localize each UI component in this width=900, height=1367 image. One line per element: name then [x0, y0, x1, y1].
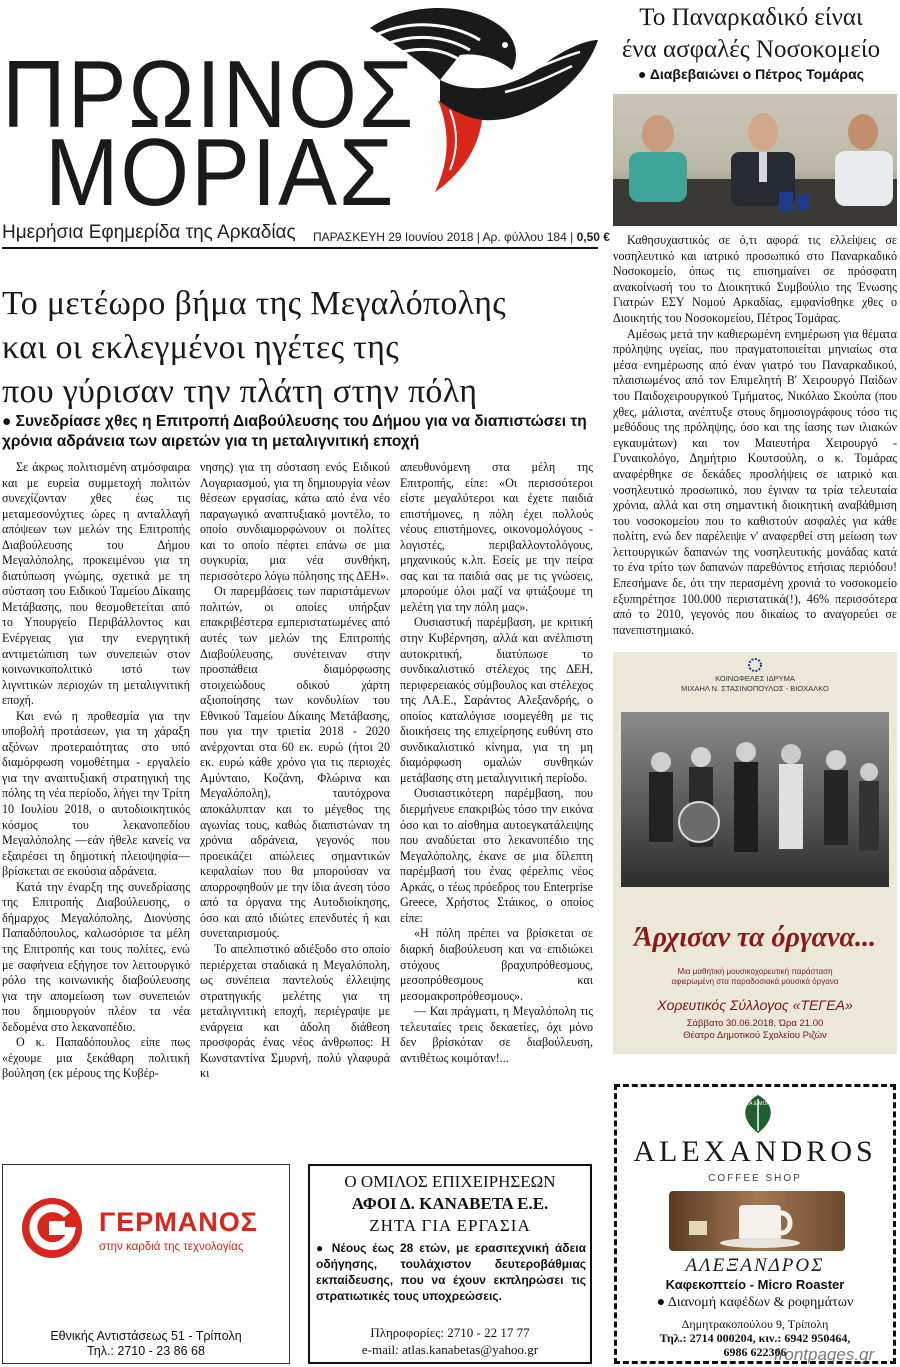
main-story-subhead: ● Συνεδρίασε χθες η Επιτροπή Διαβούλευσης του Δήμου για να διαπιστώσει τη χρόνια αδράνεια των αιρετών για τη μεταλιγνιτική εποχή: [2, 413, 587, 450]
masthead: [0, 0, 610, 250]
kanaveta-hiring: ΖΗΤΑ ΓΙΑ ΕΡΓΑΣΙΑ: [369, 1216, 531, 1235]
photo-people-icon: [613, 94, 897, 226]
kanaveta-job-ad: [308, 1164, 592, 1364]
alexandros-distribution: ● Διανομή καφέδων & ροφημάτων: [656, 1295, 854, 1310]
coffee-cup-image: [669, 1191, 845, 1251]
issue-number: Αρ. φύλλου 184: [482, 230, 567, 244]
coffee-cup-icon: [669, 1191, 845, 1251]
article-paragraph: Ουσιαστική παρέμβαση, με κριτική στην Κυβέρνηση, αλλά και ανέλπιστη αυτοκριτική, διατύπωσε το συνδικαλιστικό στέλεχος της ΔΕΗ, περιφερειακός σύμβουλος και στέλεχος της ΛΑ.Ε., Σαράντος Αλεξανδρής, ο οποίος καταλόγισε ισομεγέθη με τις διοικήσεις της επιχείρησης ευθύνη στο συνδικαλιστικό κίνημα, για τη μη διαμόρφωση ομαλών συνθηκών μετάβασης στη μεταλιγνιτική περίοδο.: [400, 615, 593, 785]
germanos-address: Εθνικής Αντιστάσεως 51 - Τρίπολη Τηλ.: 2710 - 23 86 68: [50, 1329, 242, 1358]
musicians-photo: [621, 712, 889, 887]
article-paragraph: Και ενώ η προθεσμία για την υποβολή προτάσεων, για τη χάραξη αξόνων προτεραιότητας στο υπό διαμόρφωση νομοθέτημα - εργαλείο για την αναπτυξιακή στρατηγική της πόλης τη νέα περίοδο, λήγει την Τρίτη 10 Ιουλίου 2018, ο αυτοδιοικητικός κόσμος του λεκανοπεδίου Μεγαλόπολης —εάν ήθελε κανείς να εξαιρέσει τη δημοτική πλειοψηφία— βρίσκεται σε εκούσια αδράνεια.: [2, 708, 190, 879]
poster-organizer: Χορευτικός Σύλλογος «ΤΕΓΕΑ»: [657, 997, 853, 1013]
poster-title: Άρχισαν τα όργανα...: [633, 922, 877, 953]
right-story-headline: Το Παναρκαδικό είναι ένα ασφαλές Νοσοκομείο: [621, 4, 881, 63]
alexandros-brand: ALEXANDROS: [633, 1135, 877, 1168]
issue-price: 0,50 €: [576, 230, 610, 244]
right-story-paragraph: Αμέσως μετά την καθιερωμένη ενημέρωση για θέματα πρόληψης υγείας, που πραγματοποιείται μηνιαίως στα μέσα ενημέρωσης από έναν γιατρό του Παναρκαδικού, πλαισιωμένος από τον Επιμελητή Β' Χειρουργό Παίδων του Παιδοχειρουργικού Τμήματος, Νικόλαο Σκούπα (που χθες, μάλιστα, ανέπτυξε στους δημοσιογράφους τόσο τις μεθόδους της πρόληψης, όσο και της ίασης των ιλιακών εγκαυμάτων) και τον Μαιευτήρα Χειρουργό - Γυναικολόγο, Δημήτριο Κουτσούλη, ο κ. Τομάρας αναφέρθηκε σε δεκάδες προσλήψεις σε ιατρικό και νοσηλευτικό προσωπικό, που έγιναν τα τρία τελευταία χρόνια, αλλά και στη σημαντική διοικητική αναβάθμιση του νοσοκομείου που το καθιστούν ασφαλές για κάθε πολίτη, ενώ δεν παρέλειψε ν' αναφερθεί στη μείωση των λειτουργικών δαπανών της νοσηλευτικής μονάδας κατά το ένα τρίτο των δαπανών παρεθόντος ετήσιας περιόδου! Επεσήμανε δε, ότι την περασμένη χρονιά το νοσοκομείο εξυπηρέτησε 100.000 περιστατικά(!), 46% περισσότερα από το 2010, γεγονός που δικαίως το αναγορεύει σε πανεπιστημιακό.: [613, 326, 897, 637]
masthead-tagline: Ημερήσια Εφημερίδα της Αρκαδίας: [2, 222, 296, 243]
dove-logo-icon: [300, 0, 600, 195]
article-paragraph: Σε άκρως πολιτισμένη ατμόσφαιρα και με ευρεία συμμετοχή πολιτών συνεχίζονταν χθες έως τις μεταμεσονύχτιες ώρες η ανταλλαγή απόψεων των μελών της Επιτροπής Διαβούλευσης του Δήμου Μεγαλόπολης, προκειμένου για τη διατύπωση γνώμης, σχετικά με τη σύσταση του Ειδικού Ταμείου Δίκαιης Μετάβασης, που θεσμοθετείται από το Υπουργείο Περιβάλλοντος και Ενέργειας για την ενεργητική αντιμετώπιση των συνεπειών στον κοινωνικοπολιτικό ιστό των λιγνιτικών περιοχών τη μεταλιγνιτική εποχή.: [2, 460, 190, 708]
leaf-badge: TEA & MORE: [742, 1101, 774, 1107]
germanos-slogan: στην καρδιά της τεχνολογίας: [99, 1241, 244, 1253]
main-story-column-2: [200, 460, 390, 1082]
article-paragraph: «Η πόλη πρέπει να βρίσκεται σε διαρκή διαβούλευση και να επιδιώκει στόχους βραχυπρόθεσμους, μεσοπρόθεσμους και μεσομακροπρόθεσμους».: [400, 926, 593, 1003]
alexandros-subtitle: Καφεκοπτείο - Micro Roaster: [665, 1277, 845, 1292]
poster-description: Μια μαθητική μουσικοχορευτική παράσταση αφιερωμένη στα παραδοσιακά μουσικά όργανα: [671, 967, 839, 986]
watermark: frontpages.gr: [774, 1345, 875, 1364]
logo-line2: ΜΟΡΙΑΣ: [45, 119, 396, 226]
article-paragraph: Ουσιαστικότερη παρέμβαση, που διερμήνευε επακριβώς τόσο την εικόνα όσο και το αίσθημα αυτοεγκατάλειψης που αναδύεται στο λεκανοπέδιο της Μεγαλόπολης, έκανε σε μια δίλεπτη παρέμβασή του ένας φέρελπις νέος Αρκάς, ο τέως πρόεδρος του Enterprise Greece, Χρήστος Στάικος, ο οποίος είπε:: [400, 786, 593, 925]
kanaveta-line1: Ο ΟΜΙΛΟΣ ΕΠΙΧΕΙΡΗΣΕΩΝ: [344, 1172, 556, 1191]
article-paragraph: Ο κ. Παπαδόπουλος είπε πως «έχουμε μια ξεκάθαρη πολιτική βούληση (εκ μέρους της Κυβέρ-: [2, 1035, 190, 1081]
alexandros-address: Δημητρακοπούλου 9, Τρίπολη Τηλ.: 2714 000204, κιν.: 6942 950464, 6986 622306: [659, 1317, 851, 1359]
article-paragraph: Το απελπιστικό αδιέξοδο στο οποίο περιέρχεται σταδιακά η Μεγαλόπολη, ως συνέπεια παντελούς έλλειψης στρατηγικής μελέτης για τη μεταλιγνιτική εποχή, περιέγραψε με ενάργεια και άδολη διάθεση προσφοράς ένας νέος άνθρωπος: Η Κωνσταντίνα Σμυρνή, πολύ γλαφυρά κι: [200, 941, 390, 1081]
alexandros-coffee-shop: COFFEE SHOP: [708, 1173, 802, 1184]
germanos-ad: [2, 1164, 290, 1364]
alexandros-greek-name: ΑΛΕΞΑΝΔΡΟΣ: [685, 1255, 825, 1276]
kanaveta-contact: Πληροφορίες: 2710 - 22 17 77 e-mail: atlas.kanabetas@yahoo.gr: [361, 1325, 539, 1357]
issue-info: ΠΑΡΑΣΚΕΥΗ 29 Ιουνίου 2018 | Αρ. φύλλου 184 | 0,50 €: [313, 230, 610, 244]
article-paragraph: Οι παρεμβάσεις των παριστάμενων πολιτών, οι οποίες υπήρξαν επακριβέστερα εμπεριστατωμένες από αυτές των μελών της Επιτροπής Διαβούλευσης, συνέτειναν στην προσπάθεια διαμόρφωσης στοιχειώδους οδικού χάρτη αξιοποίησης των κονδυλίων του Εθνικού Ταμείου Δίκαιης Μετάβασης, που για την τριετία 2018 - 2020 ανέρχονται στα 60 εκ. ευρώ (ήτοι 20 εκ. ευρώ κάθε χρόνο για τις περιοχές Αμύνταιο, Κοζάνη, Φλώρινα και Μεγαλόπολη), ταυτόχρονα αποκάλυπταν και το μέγεθος της αγωνίας τους, καθώς διαπιστώναν τη χρόνια αδράνεια, γεγονός που προεικάζει απώλειες σημαντικών κεφαλαίων που θα μπορούσαν να απορροφηθούν με την ίδια άνεση τόσο από τα όργανα της Αυτοδιοίκησης, όσο και από ιδιώτες επενδυτές ή και συνεταιρισμούς.: [200, 584, 390, 941]
main-story-headline: Το μετέωρο βήμα της Μεγαλόπολης και οι εκλεγμένοι ηγέτες της που γύρισαν την πλάτη στην πόλη: [2, 285, 506, 410]
alexandros-coffee-ad: [614, 1084, 896, 1364]
issue-date: ΠΑΡΑΣΚΕΥΗ 29 Ιουνίου 2018: [313, 230, 474, 244]
event-poster: [613, 652, 897, 1054]
right-story-subhead: ● Διαβεβαιώνει ο Πέτρος Τομάρας: [638, 66, 864, 82]
main-story-column-1: [2, 460, 190, 1082]
poster-foundation: ΚΟΙΝΩΦΕΛΕΣ ΙΔΡΥΜΑ ΜΙΧΑΗΛ Ν. ΣΤΑΣΙΝΟΠΟΥΛΟΣ - ΒΙΟΧΑΛΚΟ: [681, 674, 829, 693]
coffee-leaf-icon: [728, 1091, 788, 1135]
article-paragraph: απευθυνόμενη στα μέλη της Επιτροπής, είπε: «Οι περισσότεροι είστε μεγαλύτεροι και έχετε παιδιά επιστήμονες, η πόλη έχει πολλούς νέους επιστήμονες, οικονομολόγους - λογιστές, περιβαλλοντολόγους, μηχανικούς κ.λπ. Εσείς με την πείρα σας και τα παιδιά σας με τις γνώσεις, μπορούμε όλοι μαζί να φτιάξουμε τη μελέτη για την πόλη μας».: [400, 460, 593, 614]
poster-date: Σάββατο 30.06.2018, Ώρα 21.00 Θέατρο Δημοτικού Σχολείου Ριζών: [683, 1018, 827, 1041]
article-paragraph: Κατά την έναρξη της συνεδρίασης της Επιτροπής Διαβούλευσης, ο δήμαρχος Μεγαλόπολης, Διονύσης Παπαδόπουλος, καλωσόρισε τα μέλη της Επιτροπής και τους πολίτες, ενώ με σαφήνεια εξήγησε τον λειτουργικό ρόλο της κοινωνικής διαβούλευσης για την απομείωση των συνεπειών που δημιουργούν πλέον τα νέα δεδομένα στο λεκανοπέδιο.: [2, 879, 190, 1034]
germanos-name: ΓΕΡΜΑΝΟΣ: [99, 1207, 258, 1237]
photo-musicians-icon: [621, 712, 889, 887]
article-paragraph: — Και πράγματι, η Μεγαλόπολη τις τελευταίες τρεις δεκαετίες, όχι μόνο δεν βρίσκόταν σε διαβούλευση, αντιθέτως κοιμόταν!...: [400, 1004, 593, 1065]
press-conference-photo: [613, 94, 897, 226]
logo-line1: ΠΡΩΙΝΟΣ: [2, 41, 416, 148]
kanaveta-requirements: ● Νέους έως 28 ετών, με ερασιτεχνική άδεια οδήγησης, τουλάχιστον δευτεροβάθμιας εκπαίδευσης, που να έχουν εκπληρώσει τις στρατιωτικές τους υποχρεώσεις.: [316, 1241, 586, 1303]
foundation-logo-icon: [748, 658, 762, 672]
article-paragraph: νησης) για τη σύσταση ενός Ειδικού Λογαριασμού, για τη δημιουργία νέων θέσεων εργασίας, κάτω από ένα νέο παραγωγικό αναπτυξιακό μοντέλο, το οποίο συνδιαμορφώνουν οι πολίτες και το οποίο πέφτει επάνω σε μια συγκυρία, μια νέα συνθήκη, περισσότερο λόγω πόλησης της ΔΕΗ».: [200, 460, 390, 583]
right-story-body: [613, 233, 897, 638]
main-story-column-3: [400, 460, 593, 1066]
kanaveta-company: ΑΦΟΙ Δ. ΚΑΝΑΒΕΤΑ Ε.Ε.: [351, 1194, 549, 1213]
right-story-paragraph: Καθησυχαστικός σε ό,τι αφορά τις ελλείψεις σε νοσηλευτικό και ιατρικό προσωπικό στο Παναρκαδικό Νοσοκομείο, όπως τις επισημαίνει σε πρόσφατη ανακοίνωσή του το Διοικητικό Συμβούλιο της Ένωσης Γιατρών ΕΣΥ Νομού Αρκαδίας, εμφανίσθηκε χθες ο Διοικητής του Νοσοκομείου, Πέτρος Τομάρας.: [613, 233, 897, 325]
germanos-logo-icon: [19, 1195, 85, 1261]
masthead-rule: [2, 247, 598, 249]
